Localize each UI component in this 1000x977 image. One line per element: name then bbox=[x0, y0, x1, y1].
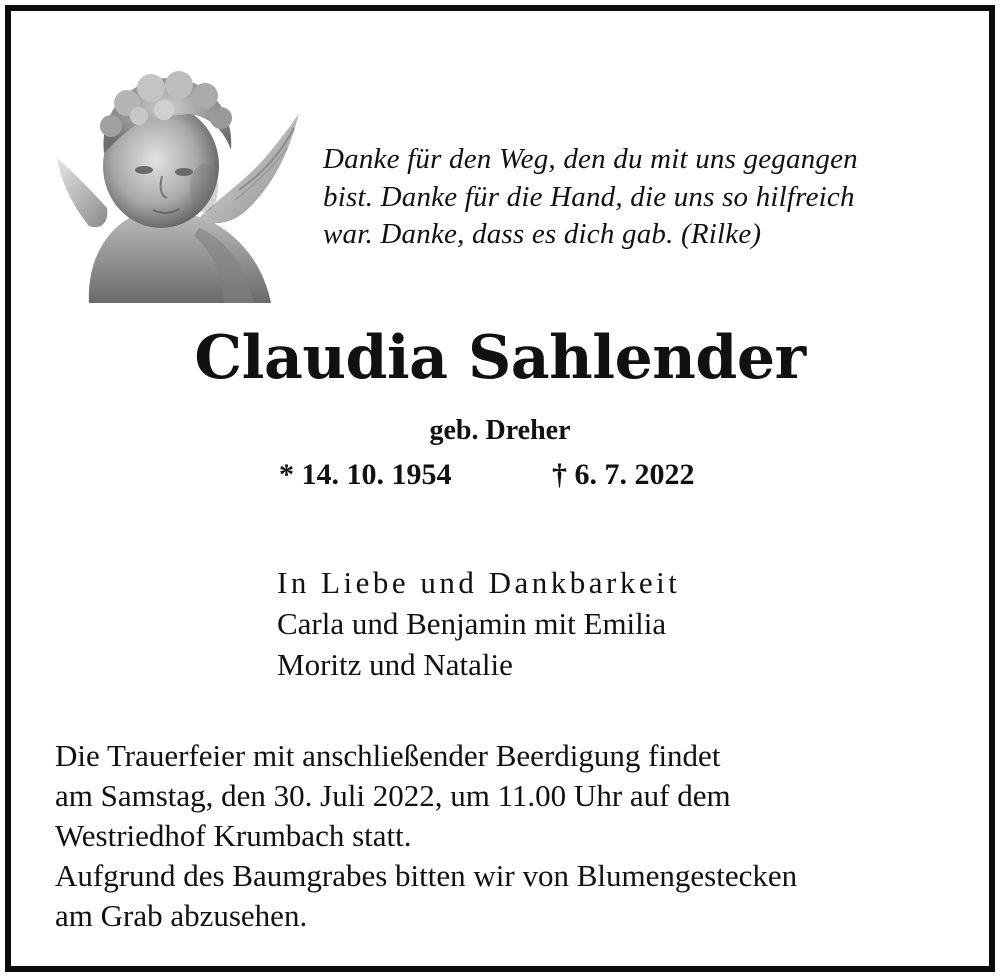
birth-date: * 14. 10. 1954 bbox=[279, 458, 452, 491]
rilke-quote bbox=[323, 141, 973, 254]
notice-line: Aufgrund des Baumgrabes bitten wir von Blumengestecken bbox=[55, 858, 798, 893]
deceased-name: Claudia Sahlender bbox=[194, 323, 806, 393]
quote-line: Danke für den Weg, den du mit uns gegangen bbox=[323, 143, 858, 175]
funeral-notice bbox=[55, 736, 797, 936]
angel-figure-icon bbox=[49, 58, 299, 303]
quote-line: war. Danke, dass es dich gab. (Rilke) bbox=[323, 218, 762, 250]
quote-line: bist. Danke für die Hand, die uns so hilfreich bbox=[323, 180, 855, 213]
notice-line: Westriedhof Krumbach statt. bbox=[55, 818, 412, 853]
mourners-block bbox=[277, 562, 680, 685]
death-date: † 6. 7. 2022 bbox=[552, 458, 695, 491]
maiden-name: geb. Dreher bbox=[429, 415, 571, 446]
notice-line: am Grab abzusehen. bbox=[55, 898, 308, 933]
mourners-line: Carla und Benjamin mit Emilia bbox=[277, 606, 667, 641]
mourners-line: Moritz und Natalie bbox=[277, 647, 513, 682]
notice-line: am Samstag, den 30. Juli 2022, um 11.00 Uhr auf dem bbox=[55, 778, 731, 813]
notice-line: Die Trauerfeier mit anschließender Beerdigung findet bbox=[55, 738, 721, 773]
mourners-lead: In Liebe und Dankbarkeit bbox=[277, 565, 681, 600]
obituary-frame bbox=[5, 5, 995, 972]
